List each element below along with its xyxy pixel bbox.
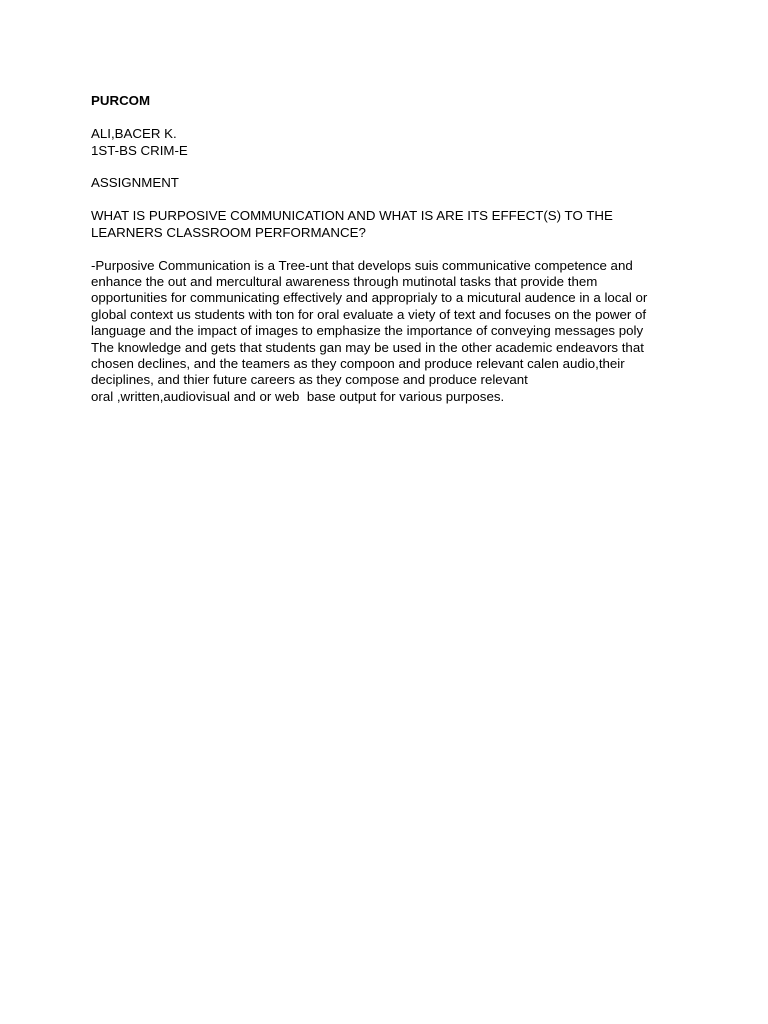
answer-line: deciplines, and thier future careers as they compose and produce relevant: [91, 372, 528, 387]
answer-line: global context us students with ton for oral evaluate a viety of text and focuses on the power of: [91, 307, 647, 322]
section-label: 1ST-BS CRIM-E: [91, 143, 188, 158]
answer-line: -Purposive Communication is a Tree-unt that develops suis communicative competence and: [91, 258, 633, 273]
question-line: WHAT IS PURPOSIVE COMMUNICATION AND WHAT IS ARE ITS EFFECT(S) TO THE: [91, 208, 613, 223]
answer-line: oral ,written,audiovisual and or web base output for various purposes.: [91, 389, 505, 404]
document-heading: PURCOM: [91, 93, 151, 108]
answer-line: enhance the out and mercultural awareness through mutinotal tasks that provide them: [91, 274, 598, 289]
answer-line: The knowledge and gets that students gan may be used in the other academic endeavors that: [91, 340, 644, 355]
answer-line: language and the impact of images to emphasize the importance of conveying messages poly: [91, 323, 644, 338]
answer-line: chosen declines, and the teamers as they compoon and produce relevant calen audio,their: [91, 356, 625, 371]
question-line: LEARNERS CLASSROOM PERFORMANCE?: [91, 225, 366, 240]
author-name: ALI,BACER K.: [91, 126, 177, 141]
answer-line: opportunities for communicating effectively and approprialy to a micutural audence in a local or: [91, 290, 648, 305]
assignment-label: ASSIGNMENT: [91, 175, 179, 190]
